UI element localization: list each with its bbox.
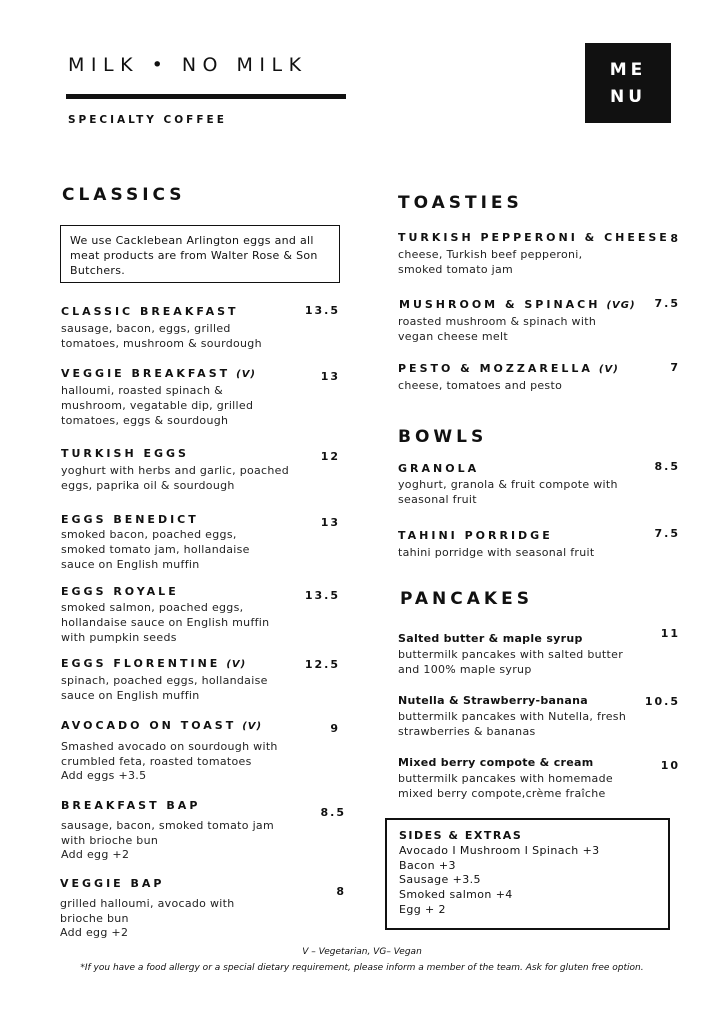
classics-item-name: VEGGIE BAP [60, 877, 165, 890]
sides-heading: SIDES & EXTRAS [399, 829, 523, 842]
classics-item-desc: sausage, bacon, smoked tomato jam with brioche bun [61, 819, 274, 847]
sides-line: Smoked salmon +4 [399, 888, 513, 902]
toasties-item-name: PESTO & MOZZARELLA (V) [398, 362, 619, 375]
classics-item-name: EGGS FLORENTINE (V) [61, 657, 247, 670]
classics-item-desc: halloumi, roasted spinach & mushroom, vegatable dip, grilled tomatoes, eggs & sourdough [61, 384, 254, 427]
diet-tag: (VG) [606, 300, 636, 311]
toasties-item-name: MUSHROOM & SPINACH (VG) [399, 298, 636, 311]
toasties-item-price: 8 [670, 232, 680, 245]
sides-extras-box [385, 818, 670, 930]
bowls-item-name: TAHINI PORRIDGE [398, 529, 553, 542]
pancakes-item-name: Salted butter & maple syrup [398, 632, 583, 645]
menu-badge-line1: ME [609, 60, 647, 80]
bowls-item-name: GRANOLA [398, 462, 480, 475]
menu-badge-line2: NU [609, 87, 647, 107]
diet-legend: V – Vegetarian, VG– Vegan [302, 947, 422, 957]
classics-item-name: CLASSIC BREAKFAST [61, 305, 239, 318]
classics-item-price: 13.5 [304, 304, 340, 317]
sides-line: Sausage +3.5 [399, 873, 481, 887]
pancakes-item-name: Mixed berry compote & cream [398, 756, 594, 769]
sides-line: Avocado I Mushroom I Spinach +3 [399, 843, 600, 857]
classics-item-desc: smoked salmon, poached eggs, hollandaise sauce on English muffin with pumpkin seeds [61, 601, 270, 644]
classics-item-price: 13 [320, 370, 340, 383]
menu-badge [585, 43, 671, 123]
pancakes-item-price: 10.5 [644, 695, 680, 708]
tagline: SPECIALTY COFFEE [68, 114, 227, 126]
classics-item-name: TURKISH EGGS [61, 447, 189, 460]
classics-item-price: 13.5 [304, 589, 340, 602]
bowls-item-price: 7.5 [654, 527, 680, 540]
classics-item-desc: Smashed avocado on sourdough with crumbled feta, roasted tomatoes [61, 740, 278, 768]
bowls-item-desc: yoghurt, granola & fruit compote with seasonal fruit [398, 478, 618, 506]
toasties-heading: TOASTIES [398, 193, 523, 213]
pancakes-item-desc: buttermilk pancakes with Nutella, fresh strawberries & bananas [398, 710, 627, 738]
pancakes-heading: PANCAKES [400, 589, 533, 609]
toasties-item-price: 7 [670, 361, 680, 374]
brand-name: MILK • NO MILK [68, 54, 308, 76]
classics-item-name: AVOCADO ON TOAST (V) [61, 719, 263, 732]
classics-item-name: EGGS BENEDICT [61, 513, 199, 526]
classics-item-extra: Add egg +2 [60, 926, 129, 939]
classics-item-desc: spinach, poached eggs, hollandaise sauce on English muffin [61, 674, 268, 702]
classics-item-price: 9 [330, 722, 340, 735]
classics-item-desc: smoked bacon, poached eggs, smoked tomato jam, hollandaise sauce on English muffin [61, 528, 250, 571]
sides-line: Egg + 2 [399, 902, 446, 916]
classics-heading: CLASSICS [62, 185, 186, 205]
pancakes-item-price: 10 [660, 759, 680, 772]
pancakes-item-price: 11 [660, 627, 680, 640]
classics-item-price: 12 [320, 450, 340, 463]
diet-tag: (V) [242, 721, 263, 732]
bowls-heading: BOWLS [398, 427, 488, 447]
classics-item-price: 12.5 [304, 658, 340, 671]
classics-item-desc: sausage, bacon, eggs, grilled tomatoes, mushroom & sourdough [61, 322, 262, 350]
toasties-item-desc: cheese, Turkish beef pepperoni, smoked tomato jam [398, 248, 583, 276]
classics-item-price: 13 [320, 516, 340, 529]
bowls-item-price: 8.5 [654, 460, 680, 473]
classics-item-extra: Add egg +2 [61, 848, 130, 861]
classics-item-price: 8.5 [320, 806, 346, 819]
classics-note: We use Cacklebean Arlington eggs and all meat products are from Walter Rose & Son Butchers. [60, 225, 340, 283]
pancakes-item-desc: buttermilk pancakes with salted butter and 100% maple syrup [398, 648, 624, 676]
toasties-item-desc: cheese, tomatoes and pesto [398, 379, 563, 392]
classics-item-price: 8 [336, 885, 346, 898]
classics-item-extra: Add eggs +3.5 [61, 769, 147, 782]
toasties-item-price: 7.5 [654, 297, 680, 310]
diet-tag: (V) [236, 369, 257, 380]
sides-line: Bacon +3 [399, 858, 456, 872]
pancakes-item-name: Nutella & Strawberry-banana [398, 694, 588, 707]
brand-underline [66, 94, 346, 99]
toasties-item-desc: roasted mushroom & spinach with vegan cheese melt [398, 315, 597, 343]
diet-tag: (V) [598, 364, 619, 375]
classics-item-name: BREAKFAST BAP [61, 799, 201, 812]
classics-item-name: VEGGIE BREAKFAST (V) [61, 367, 257, 380]
toasties-item-name: TURKISH PEPPERONI & CHEESE [398, 231, 670, 244]
bowls-item-desc: tahini porridge with seasonal fruit [398, 546, 595, 559]
classics-item-name: EGGS ROYALE [61, 585, 179, 598]
classics-item-desc: grilled halloumi, avocado with brioche bun [60, 897, 235, 925]
diet-tag: (V) [226, 659, 247, 670]
pancakes-item-desc: buttermilk pancakes with homemade mixed berry compote,crème fraîche [398, 772, 613, 800]
allergy-notice: *If you have a food allergy or a special dietary requirement, please inform a member of the team. Ask for gluten free option. [80, 963, 644, 973]
classics-item-desc: yoghurt with herbs and garlic, poached eggs, paprika oil & sourdough [61, 464, 290, 492]
